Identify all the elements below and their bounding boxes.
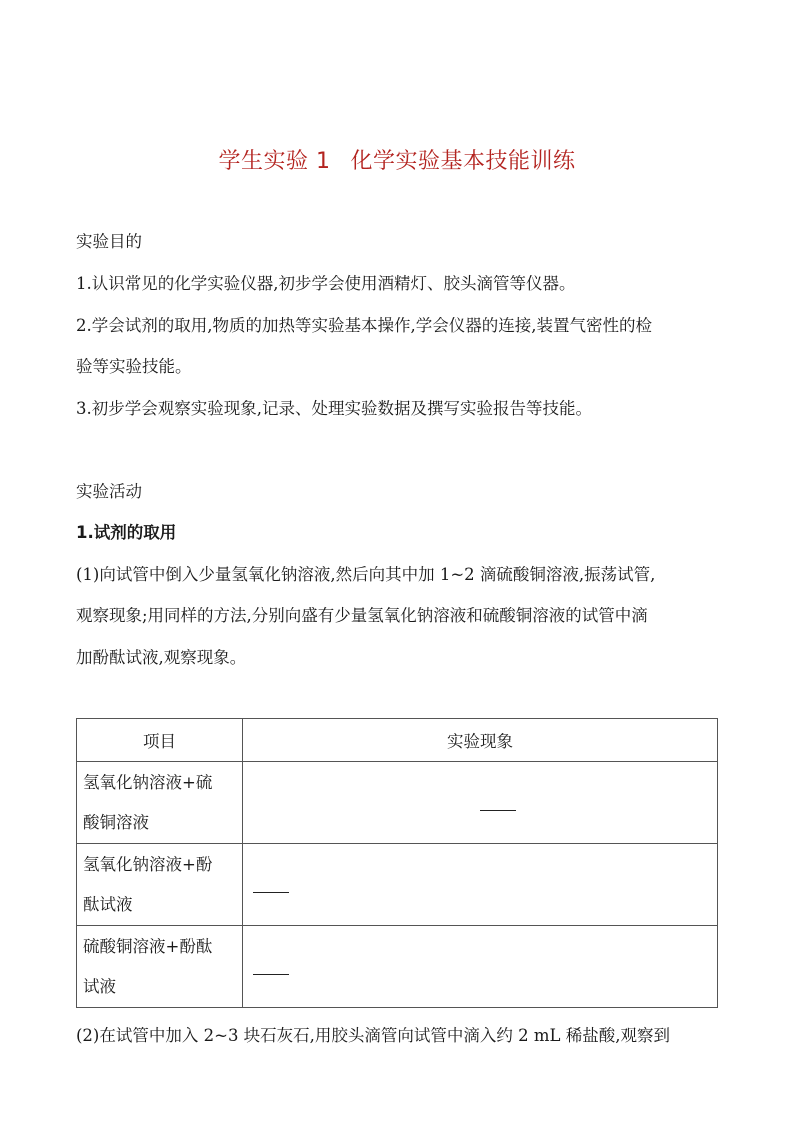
objectives-heading: 实验目的: [76, 232, 142, 251]
row-1-result[interactable]: [243, 762, 718, 844]
answer-blank[interactable]: [253, 974, 289, 975]
activities-heading: 实验活动: [76, 482, 142, 501]
paragraph-1-line3: 加酚酞试液,观察现象。: [76, 648, 247, 667]
objective-3: 3.初步学会观察实验现象,记录、处理实验数据及撰写实验报告等技能。: [76, 399, 592, 418]
paragraph-2-line1: (2)在试管中加入 2~3 块石灰石,用胶头滴管向试管中滴入约 2 mL 稀盐酸,观察到: [76, 1026, 671, 1045]
header-item: 项目: [77, 719, 243, 762]
answer-blank[interactable]: [253, 892, 289, 893]
answer-blank[interactable]: [480, 810, 516, 811]
page-title: [0, 144, 794, 175]
paragraph-1-line2: 观察现象;用同样的方法,分别向盛有少量氢氧化钠溶液和硫酸铜溶液的试管中滴: [76, 606, 648, 625]
title-part2: 化学实验基本技能训练: [350, 149, 576, 174]
row-2-item: 氢氧化钠溶液+酚 酞试液: [77, 844, 243, 926]
table-row: [77, 762, 718, 844]
table-row: [77, 926, 718, 1008]
paragraph-1-line1: (1)向试管中倒入少量氢氧化钠溶液,然后向其中加 1~2 滴硫酸铜溶液,振荡试管,: [76, 565, 656, 584]
header-phenomenon: 实验现象: [243, 719, 718, 762]
title-part1: 学生实验 1: [218, 149, 331, 174]
row-1-item: 氢氧化钠溶液+硫 酸铜溶液: [77, 762, 243, 844]
table-row: [77, 844, 718, 926]
objective-1: 1.认识常见的化学实验仪器,初步学会使用酒精灯、胶头滴管等仪器。: [76, 274, 576, 293]
row-3-result[interactable]: [243, 926, 718, 1008]
observation-table: [76, 718, 718, 1008]
section-1-title: 1.试剂的取用: [76, 523, 177, 542]
objective-2-line1: 2.学会试剂的取用,物质的加热等实验基本操作,学会仪器的连接,装置气密性的检: [76, 316, 652, 335]
objective-2-line2: 验等实验技能。: [76, 357, 192, 376]
row-2-result[interactable]: [243, 844, 718, 926]
row-3-item: 硫酸铜溶液+酚酞 试液: [77, 926, 243, 1008]
table-header-row: [77, 719, 718, 762]
